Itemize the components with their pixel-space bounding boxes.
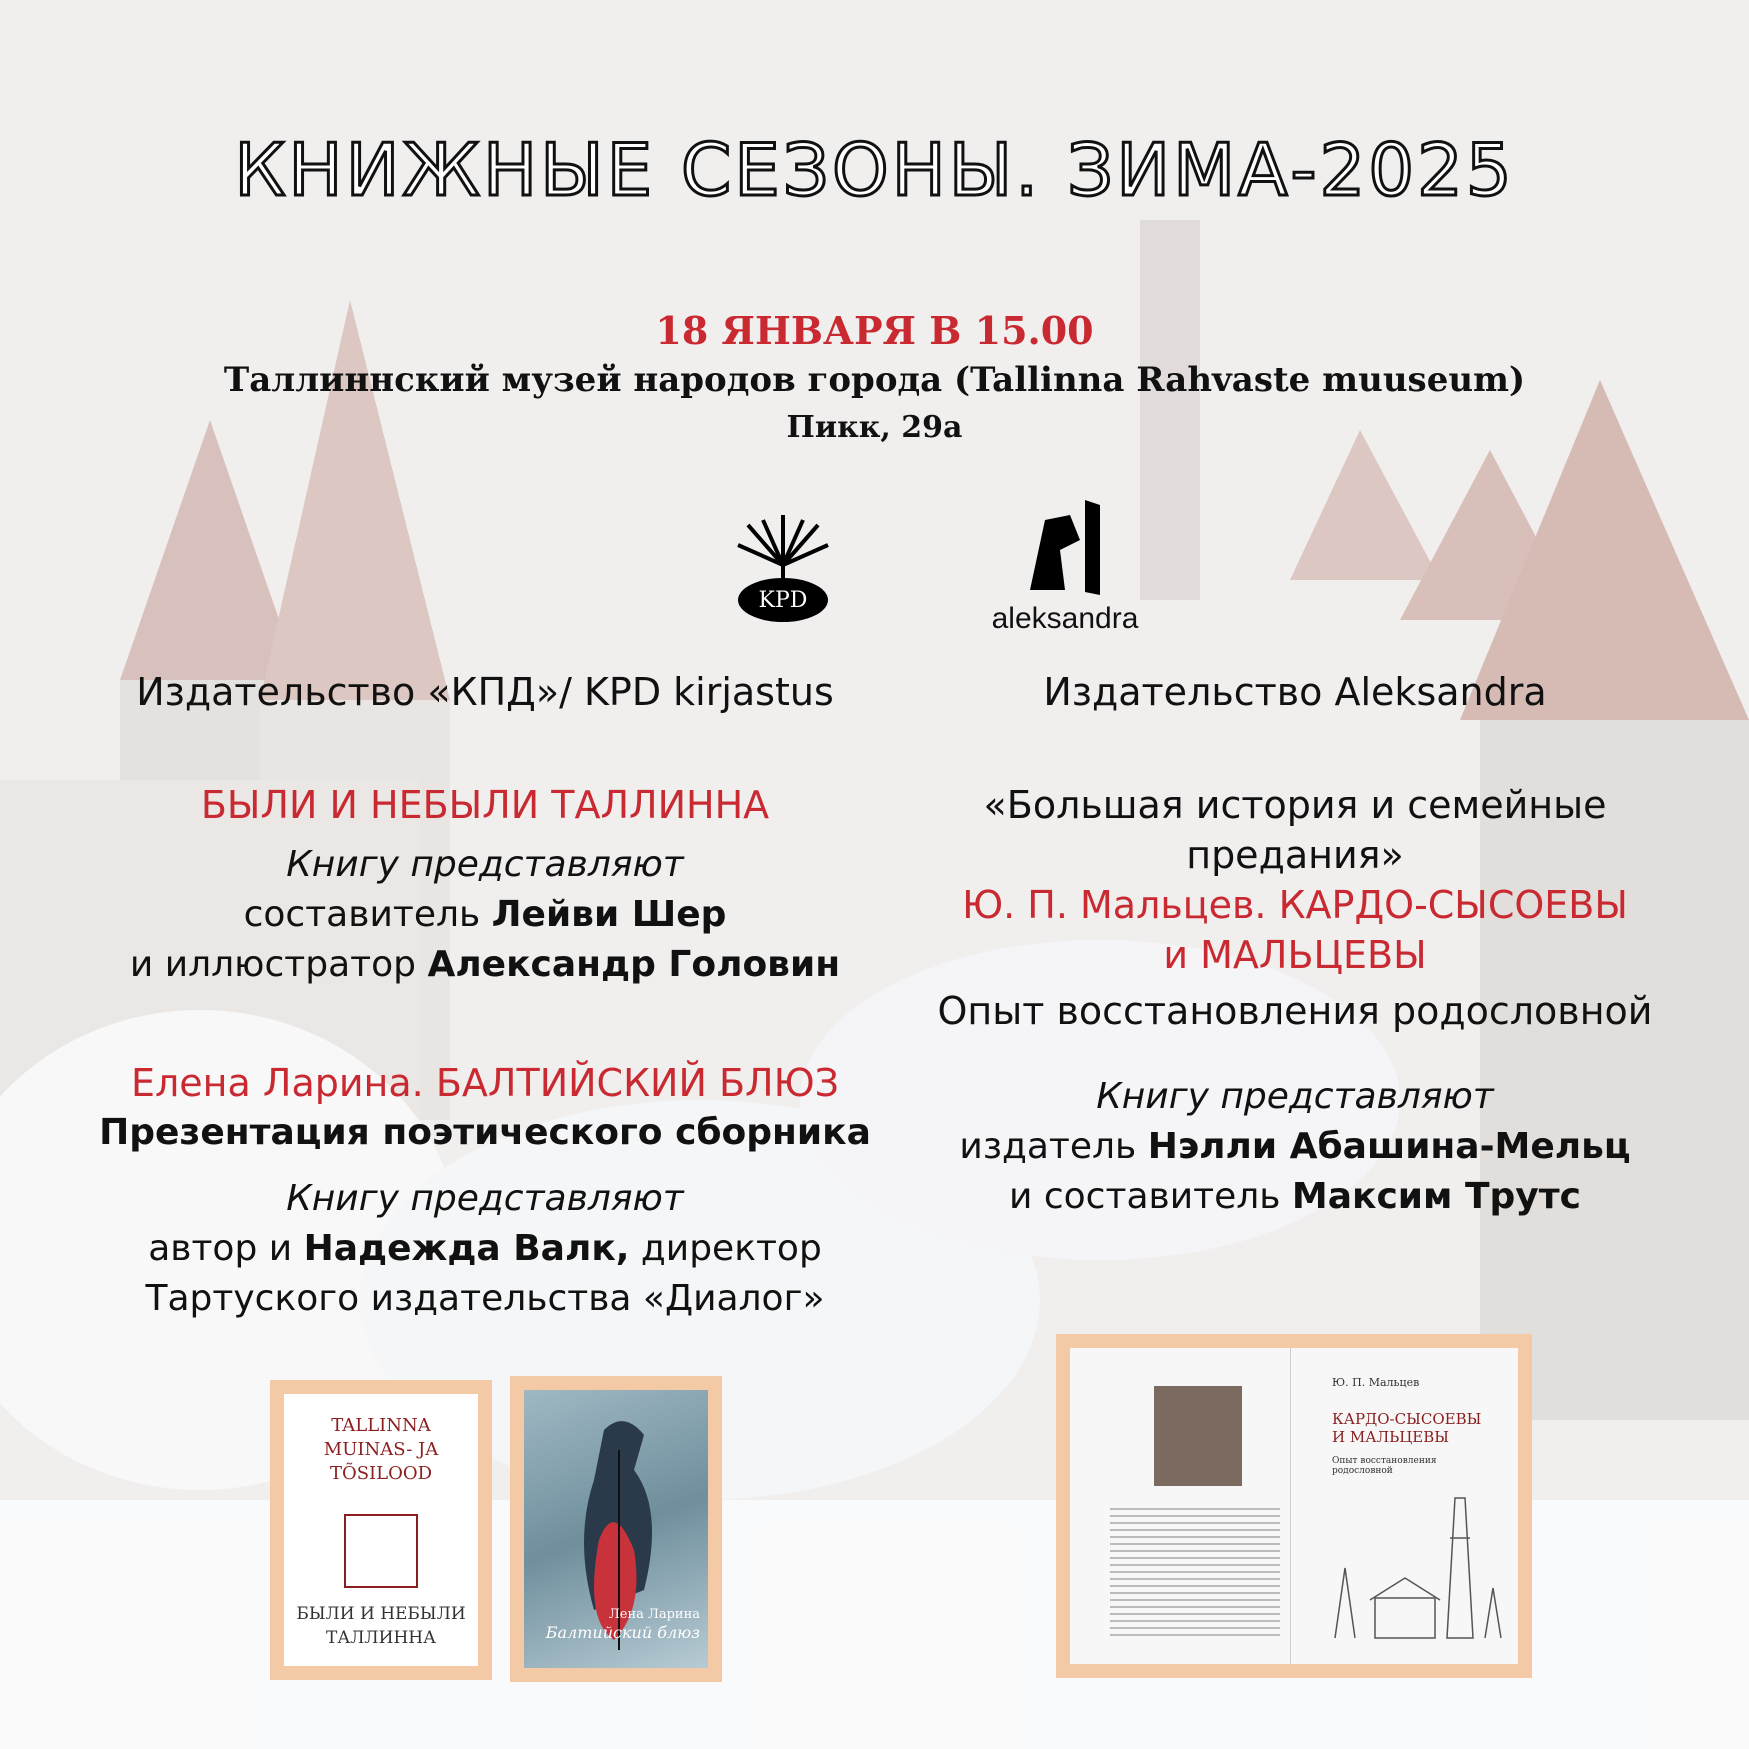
- right-line1: издатель Нэлли Абашина-Мельц: [959, 1126, 1631, 1167]
- left-book1: [60, 780, 910, 990]
- right-title-line1: Ю. П. Мальцев. КАРДО-СЫСОЕВЫ: [962, 883, 1628, 927]
- cover1-emblem-icon: [344, 1514, 418, 1588]
- cover-baltic-blues: [510, 1376, 722, 1682]
- book2-title: Елена Ларина. БАЛТИЙСКИЙ БЛЮЗ: [130, 1061, 840, 1105]
- left-book2: [60, 1058, 910, 1324]
- book2-line2: Тартуского издательства «Диалог»: [145, 1278, 825, 1319]
- right-series: «Большая история и семейные предания»: [983, 783, 1607, 877]
- event-address: Пикк, 29а: [786, 410, 963, 445]
- left-publisher: Издательство «КПД»/ KPD kirjastus: [136, 670, 834, 714]
- cover3-author: Ю. П. Мальцев: [1332, 1376, 1420, 1389]
- cover3-title: КАРДО-СЫСОЕВЫ И МАЛЬЦЕВЫ: [1332, 1410, 1482, 1446]
- book1-title: БЫЛИ И НЕБЫЛИ ТАЛЛИННА: [200, 783, 770, 827]
- cover3-subtitle: Опыт восстановления родословной: [1332, 1456, 1437, 1476]
- event-venue: Таллиннский музей народов города (Tallinna Rahvaste muuseum): [223, 360, 1526, 400]
- right-line2: и составитель Максим Трутс: [1009, 1176, 1581, 1217]
- author-photo: [1154, 1386, 1242, 1486]
- right-title-line2: и МАЛЬЦЕВЫ: [1163, 933, 1427, 977]
- book2-presented: Книгу представляют: [286, 1178, 684, 1219]
- horse-head-logo-icon: [990, 500, 1140, 600]
- book2-subtitle: Презентация поэтического сборника: [99, 1112, 871, 1153]
- page-title: КНИЖНЫЕ СЕЗОНЫ. ЗИМА-2025: [234, 128, 1515, 212]
- cover1-top-text: TALLINNA MUINAS- JA TÕSILOOD: [323, 1415, 439, 1484]
- right-presented: Книгу представляют: [1096, 1076, 1494, 1117]
- spine-line: [1290, 1348, 1291, 1664]
- book1-line2: и иллюстратор Александр Головин: [129, 944, 841, 985]
- lighthouse-sketch-icon: [1315, 1478, 1515, 1658]
- book2-line1: автор и Надежда Валк, директор: [148, 1228, 822, 1269]
- kpd-logo: KPD: [728, 510, 838, 625]
- right-publisher: Издательство Aleksandra: [1043, 670, 1547, 714]
- right-book: [880, 780, 1710, 1222]
- cover1-bottom-text: БЫЛИ И НЕБЫЛИ ТАЛЛИННА: [296, 1604, 466, 1648]
- cover-kardo-sysoevy: [1056, 1334, 1532, 1678]
- cover-byli-nebyli: [270, 1380, 492, 1680]
- aleksandra-logo: aleksandra: [990, 500, 1140, 640]
- right-subtitle: Опыт восстановления родословной: [937, 989, 1653, 1033]
- book1-presented: Книгу представляют: [286, 844, 684, 885]
- event-date: 18 ЯНВАРЯ В 15.00: [655, 308, 1094, 353]
- book1-line1: составитель Лейви Шер: [243, 894, 727, 935]
- cover2-author: Лена Ларина: [608, 1607, 700, 1622]
- cover2-title: Балтийский блюз: [545, 1623, 700, 1642]
- back-cover-text: [1110, 1508, 1280, 1638]
